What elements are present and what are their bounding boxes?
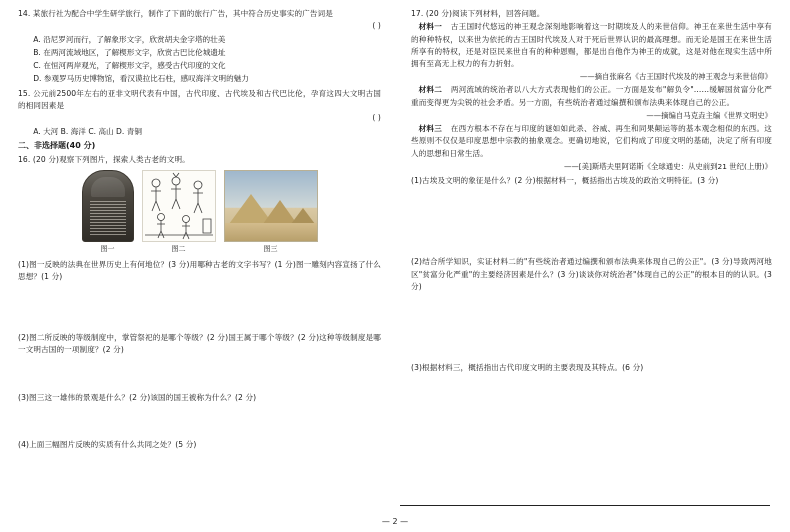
two-column-layout [18,8,772,508]
question-14-option-c[interactable]: C. 在恒河两岸观光，了解楔形文字，感受古代印度的文化 [33,61,226,71]
page-number: — 2 — [381,517,409,526]
material-2-label: 材料二 [418,85,443,95]
material-2-source: ——摘编自马克垚主编《世界文明史》 [646,111,772,121]
question-15-options[interactable]: A. 大河 B. 海洋 C. 高山 D. 青铜 [33,126,142,136]
question-14 [18,8,381,21]
material-3 [411,123,772,160]
question-14-stem: 14. 某旅行社为配合中学生研学旅行，制作了下面的旅行广告，其中符合历史事实的广告词是 [18,9,333,18]
question-17-stem: 17. (20 分)阅读下列材料，回答问题。 [411,9,545,18]
answer-space-17-2b[interactable] [411,342,772,362]
stele-image [82,170,134,242]
figure-2 [142,170,216,255]
question-14-option-b[interactable]: B. 在两河流域地区，了解楔形文字，欣赏古巴比伦城遗址 [33,47,226,57]
figure-2-caption: 图二 [171,245,186,254]
material-3-text: 在西方根本不存在与印度的谜如如此杀、谷威、再生和同果颠运等的基本观念相似的东西。这些原则不仅仅是印度思想中宗教的抽象观念。更确切地说，它们构成了印度文明的基础，决定了所有印度人的思想和日常生活。 [411,124,772,158]
question-17-sub-3: (3)根据材料三，概括指出古代印度文明的主要表现及其特点。(6 分) [411,363,644,373]
caste-diagram-icon [143,171,215,241]
question-15-stem: 15. 公元前2500年左右的亚非文明代表有中国，古代印度、古代埃及和古代巴比伦，孕育这四大文明古国的相同因素是 [18,88,381,111]
question-16-stem: 16. (20 分)观察下列图片，探索人类古老的文明。 [18,154,190,164]
material-2 [411,84,772,109]
answer-space-17-2[interactable] [411,294,772,342]
figure-3 [224,170,318,255]
answer-space-16-1[interactable] [18,284,381,332]
material-1-source: ——摘自张麻名《古王国时代埃及的神王观念与来世信仰》 [579,72,772,82]
figure-3-caption: 图三 [263,245,278,254]
left-column [18,8,395,508]
question-16-figure-group [18,170,381,255]
right-column [395,8,772,508]
pyramid-small-icon [291,208,315,224]
material-3-label: 材料三 [418,124,443,134]
question-14-answer-paren[interactable]: ( ) [372,21,381,31]
pyramids-photo [224,170,318,242]
answer-space-16-2[interactable] [18,358,381,392]
line-drawing-image [142,170,216,242]
question-17-sub-2: (2)结合所学知识，实证材料二的"有些统治者通过编撰和颁布法典来体现自己的公正"。(3 分)导致两河地区"贫富分化严重"的主要经济因素是什么？(3 分)谈谈你对统治者"体现自己的公正"的根本目的的认识。(3 分) [411,257,772,291]
question-14-option-d[interactable]: D. 参观罗马历史博物馆，看汉谟拉比石柱，感叹海洋文明的魅力 [33,74,249,84]
material-1-text: 古王国时代悠远的神王观念深刻地影响着这一时期埃及人的来世信仰。神王在来世生活中享有的种种特权，以来世为依托的古王国时代埃及人对于死后世界认识的最高理想。而无论是国王在来世生活所享有的特权，还是对臣民来世自有的种种恩赐，都是出自他作为神王的成就，这是对他在现实生活中所拥有至高无上权力的有力折射。 [411,22,772,69]
material-1 [411,21,772,70]
question-16-sub-4: (4)上面三幅图片反映的实质有什么共同之处？(5 分) [18,440,197,450]
question-15-answer-paren[interactable]: ( ) [372,113,381,123]
question-16-sub-2: (2)图二所反映的等级制度中，掌管祭祀的是哪个等级？(2 分)国王属于哪个等级？(2 分)这种等级制度是哪一文明古国的一项制度？(2 分) [18,333,381,355]
material-1-label: 材料一 [418,22,443,32]
section-2-title: 二、非选择题(40 分) [18,140,96,150]
figure-1-caption: 图一 [100,245,115,254]
desert-sand [225,223,317,241]
material-3-source: ——[美]斯塔夫里阿诺斯《全球通史：从史前到21 世纪(上册)》 [563,161,772,171]
figure-1 [82,170,134,255]
question-17-sub-1: (1)古埃及文明的象征是什么？(2 分)根据材料一，概括指出古埃及的政治文明特征。(3 分) [411,175,719,185]
question-16-sub-3: (3)图三这一雄伟的景观是什么？(2 分)该国的国王被称为什么？(2 分) [18,392,257,402]
material-2-text: 两河流域的统治者以八大方式表现他们的公正。一方面是发布"解负令"……缓解国贫富分化严重而变得更为尖锐的社会矛盾。另一方面，有些统治者通过编撰和颁布法典来体现自己的公正。 [411,85,772,107]
answer-space-16-3[interactable] [18,405,381,439]
answer-space-17-1b[interactable] [411,236,772,256]
footer-rule [400,505,770,506]
answer-space-17-1[interactable] [411,188,772,236]
question-14-option-a[interactable]: A. 沿尼罗河而行，了解象形文字，欣赏胡夫金字塔的壮美 [33,34,226,44]
question-16-sub-1: (1)图一反映的法典在世界历史上有何地位？(3 分)用哪种古老的文字书写？(1 分)图一雕刻内容宣扬了什么思想？(1 分) [18,259,381,281]
